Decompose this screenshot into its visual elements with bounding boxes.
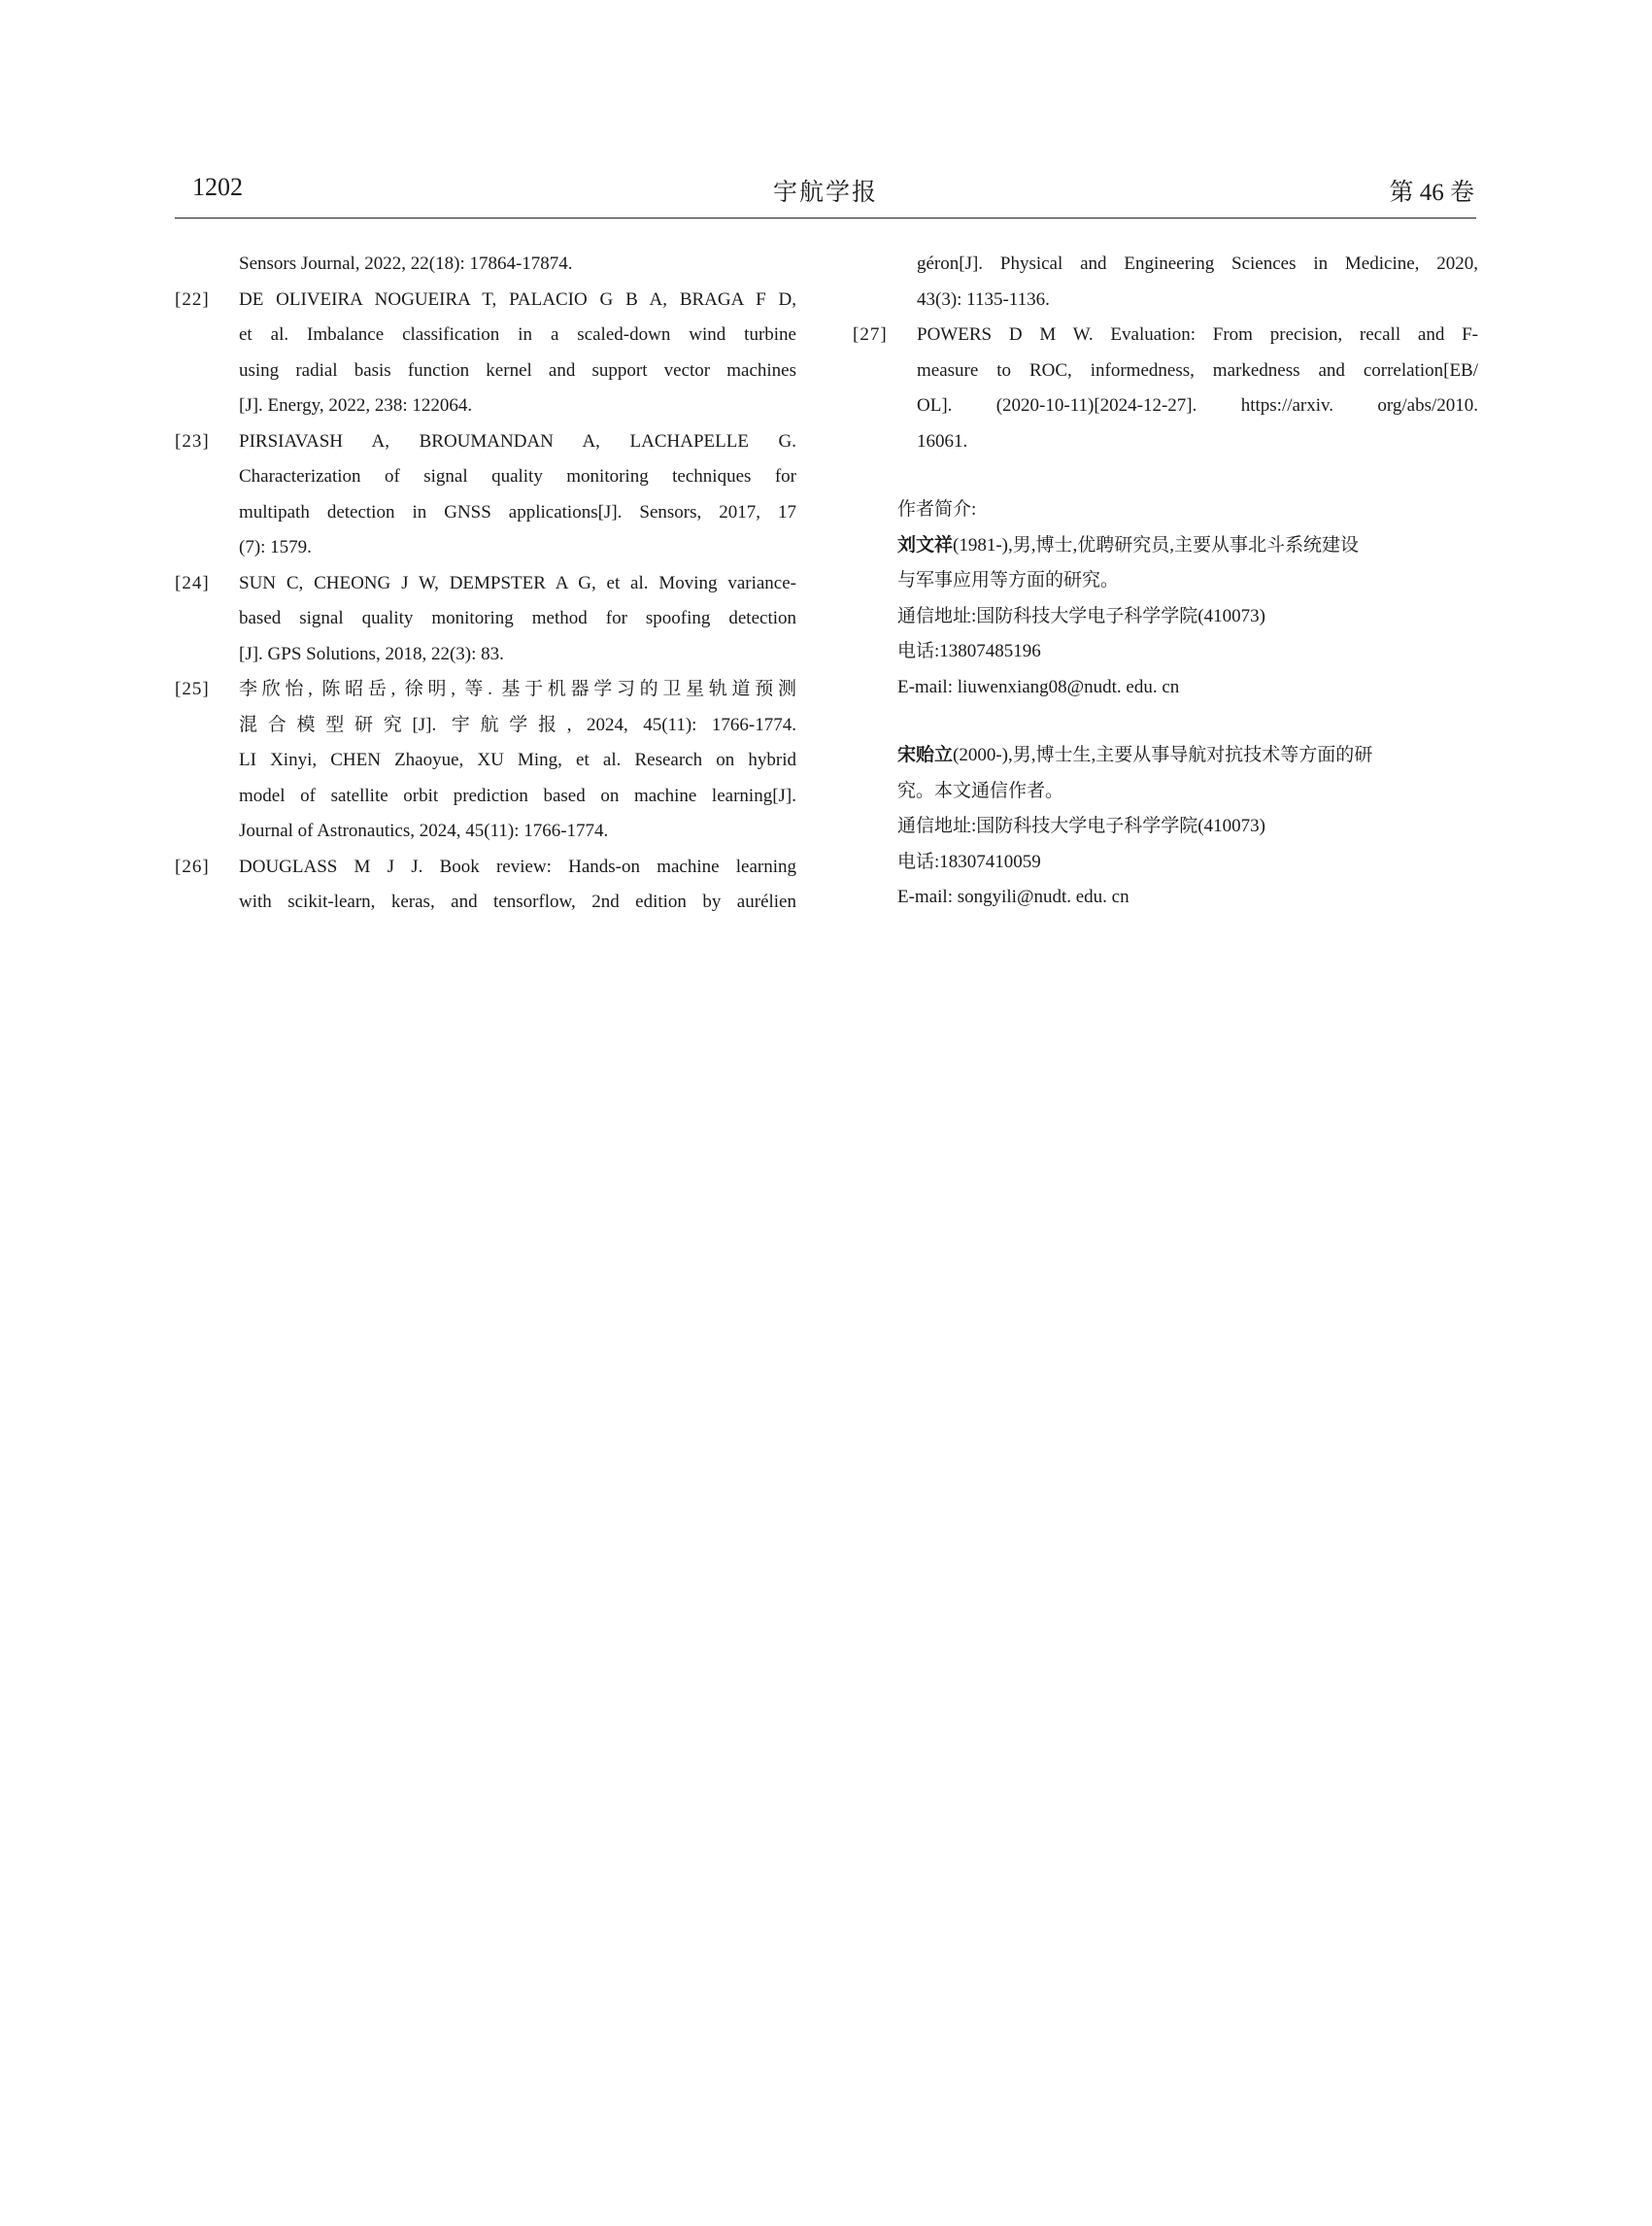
ref-line: OL]. (2020-10-11)[2024-12-27]. https://arxiv. org/abs/2010. [917, 395, 1478, 416]
author-name: 刘文祥 [897, 534, 954, 556]
page-header [175, 171, 1476, 219]
reference-number: [25] [175, 679, 210, 699]
reference-number: [24] [175, 572, 210, 593]
author-address: 通信地址:国防科技大学电子科学学院(410073) [897, 605, 1265, 626]
ref-line: Sensors Journal, 2022, 22(18): 17864-17874. [239, 253, 573, 274]
reference-continuation [175, 247, 796, 283]
reference-list-right [853, 318, 1478, 459]
author-email: E-mail: liuwenxiang08@nudt. edu. cn [897, 676, 1180, 697]
volume-label: 第 46 卷 [1389, 180, 1474, 206]
page-number: 1202 [192, 173, 243, 201]
ref-line: SUN C, CHEONG J W, DEMPSTER A G, et al. Moving variance- [239, 572, 796, 593]
ref-line: 李欣怡, 陈昭岳, 徐明, 等. 基于机器学习的卫星轨道预测 [239, 679, 796, 699]
ref-line: DE OLIVEIRA NOGUEIRA T, PALACIO G B A, BRAGA F D, [239, 288, 796, 310]
ref-line: model of satellite orbit prediction based on machine learning[J]. [239, 785, 796, 806]
author-bio-text: (1981-),男,博士,优聘研究员,主要从事北斗系统建设 [953, 534, 1359, 556]
author-bio [853, 738, 1478, 916]
ref-line: géron[J]. Physical and Engineering Sciences in Medicine, 2020, [917, 253, 1478, 274]
reference-entry [175, 850, 796, 921]
author-bio-text: (2000-),男,博士生,主要从事导航对抗技术等方面的研 [953, 745, 1373, 765]
right-column [853, 247, 1478, 916]
author-bio-text: 与军事应用等方面的研究。 [897, 570, 1120, 590]
ref-line: measure to ROC, informedness, markedness and correlation[EB/ [917, 359, 1478, 381]
reference-list-left [175, 283, 796, 921]
left-column [175, 247, 796, 921]
reference-number: [23] [175, 430, 210, 452]
ref-line: POWERS D M W. Evaluation: From precision, recall and F- [917, 324, 1478, 345]
ref-line: [J]. GPS Solutions, 2018, 22(3): 83. [239, 643, 504, 664]
author-bio-line [897, 738, 1478, 774]
ref-line: [J]. Energy, 2022, 238: 122064. [239, 395, 473, 416]
author-email: E-mail: songyili@nudt. edu. cn [897, 887, 1129, 907]
ref-line: 16061. [917, 430, 968, 452]
author-name: 宋贻立 [897, 745, 954, 765]
ref-line: LI Xinyi, CHEN Zhaoyue, XU Ming, et al. Research on hybrid [239, 750, 796, 770]
reference-entry [175, 566, 796, 673]
author-address: 通信地址:国防科技大学电子科学学院(410073) [897, 816, 1265, 836]
journal-title: 宇航学报 [772, 180, 878, 206]
reference-number: [27] [853, 324, 888, 345]
author-phone: 电话:18307410059 [897, 851, 1041, 872]
reference-entry [175, 424, 796, 566]
reference-number: [26] [175, 856, 210, 877]
ref-line: Characterization of signal quality monitoring techniques for [239, 466, 796, 487]
ref-line: PIRSIAVASH A, BROUMANDAN A, LACHAPELLE G. [239, 430, 796, 452]
reference-continuation [853, 247, 1478, 318]
reference-number: [22] [175, 288, 210, 310]
ref-line: 43(3): 1135-1136. [917, 288, 1050, 310]
ref-line: based signal quality monitoring method for spoofing detection [239, 608, 796, 628]
ref-line: with scikit-learn, keras, and tensorflow, 2nd edition by aurélien [239, 892, 796, 912]
author-bio-text: 究。本文通信作者。 [897, 780, 1064, 801]
ref-line: DOUGLASS M J J. Book review: Hands-on machine learning [239, 856, 796, 877]
ref-line: Journal of Astronautics, 2024, 45(11): 1766-1774. [239, 821, 609, 841]
ref-line: (7): 1579. [239, 537, 312, 557]
author-bio-line [897, 528, 1478, 564]
ref-line: et al. Imbalance classification in a scaled-down wind turbine [239, 324, 796, 345]
reference-entry [853, 318, 1478, 459]
ref-line: 混合模型研究[J]. 宇航学报, 2024, 45(11): 1766-1774. [239, 714, 796, 735]
authors-heading: 作者简介: [897, 499, 977, 520]
author-bio [853, 492, 1478, 705]
reference-entry [175, 283, 796, 424]
reference-entry [175, 672, 796, 850]
ref-line: using radial basis function kernel and support vector machines [239, 359, 796, 381]
author-phone: 电话:13807485196 [897, 641, 1041, 661]
ref-line: multipath detection in GNSS applications[J]. Sensors, 2017, 17 [239, 501, 796, 523]
